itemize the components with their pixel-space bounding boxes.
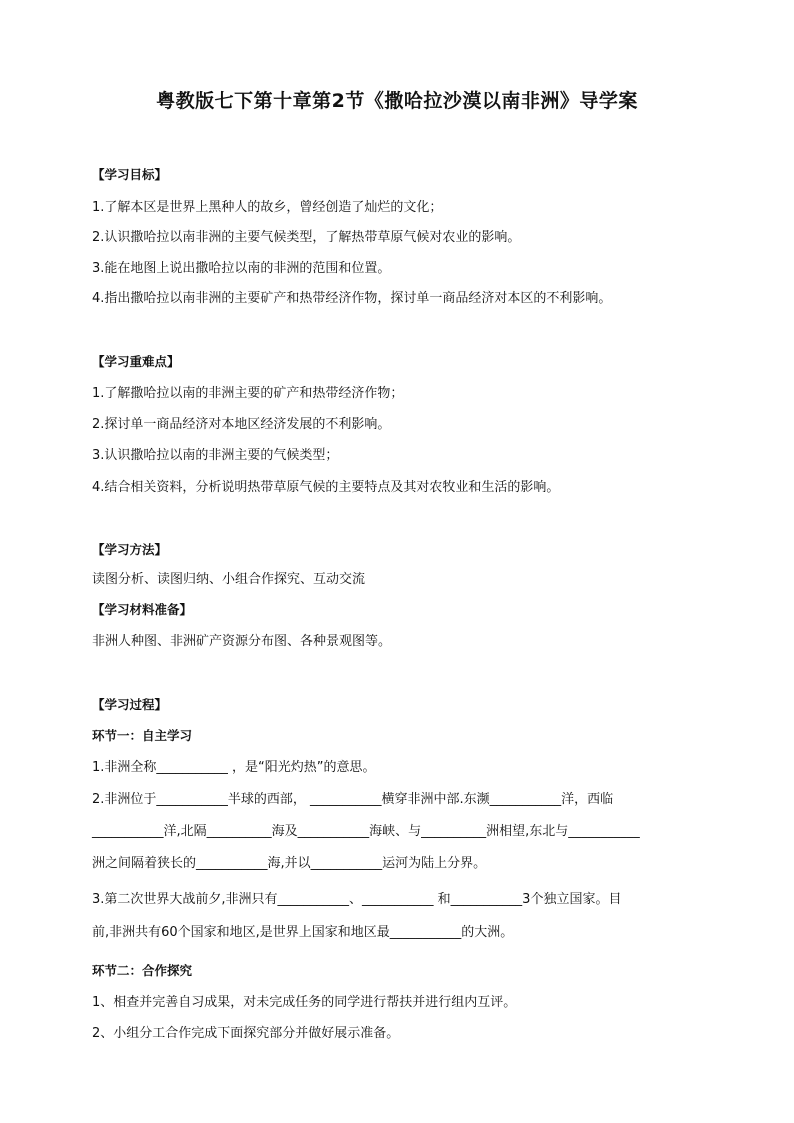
fill-blank-line-5: 3.第二次世界大战前夕,非洲只有___________、___________ 和___________3个独立国家。目	[92, 892, 622, 907]
key-point-item-2: 2.探讨单一商品经济对本地区经济发展的不利影响。	[92, 417, 391, 432]
fill-blank-line-4: 洲之间隔着狭长的___________海,并以___________运河为陆上分界。	[92, 856, 487, 871]
section2-line-2: 2、小组分工合作完成下面探究部分并做好展示准备。	[92, 1026, 400, 1041]
goal-item-2: 2.认识撒哈拉以南非洲的主要气候类型，了解热带草原气候对农业的影响。	[92, 230, 521, 245]
fill-blank-line-3: ___________洋,北隔__________海及___________海峡、与__________洲相望,东北与___________	[92, 824, 640, 839]
goal-item-1: 1.了解本区是世界上黑种人的故乡，曾经创造了灿烂的文化；	[92, 200, 443, 215]
fill-blank-line-2: 2.非洲位于___________半球的西部， ___________横穿非洲中部.东濒___________洋，西临	[92, 792, 614, 807]
goal-item-3: 3.能在地图上说出撒哈拉以南的非洲的范围和位置。	[92, 261, 391, 276]
fill-blank-line-6: 前,非洲共有60个国家和地区,是世界上国家和地区最___________的大洲。	[92, 925, 514, 940]
section2-heading: 环节二：合作探究	[92, 963, 193, 978]
process-heading: 【学习过程】	[92, 697, 168, 712]
key-point-item-3: 3.认识撒哈拉以南的非洲主要的气候类型；	[92, 448, 339, 463]
fill-blank-line-1: 1.非洲全称___________ ，是“阳光灼热”的意思。	[92, 760, 376, 775]
section1-heading: 环节一：自主学习	[92, 728, 193, 743]
goal-item-4: 4.指出撒哈拉以南非洲的主要矿产和热带经济作物，探讨单一商品经济对本区的不利影响。	[92, 291, 612, 306]
methods-text: 读图分析、读图归纳、小组合作探究、互动交流	[92, 572, 366, 587]
methods-heading: 【学习方法】	[92, 542, 168, 557]
materials-heading: 【学习材料准备】	[92, 602, 193, 617]
key-points-heading: 【学习重难点】	[92, 354, 180, 369]
section2-line-1: 1、相查并完善自习成果，对未完成任务的同学进行帮扶并进行组内互评。	[92, 995, 517, 1010]
goals-heading: 【学习目标】	[92, 167, 168, 182]
key-point-item-1: 1.了解撒哈拉以南的非洲主要的矿产和热带经济作物；	[92, 386, 404, 401]
document-title: 粤教版七下第十章第2节《撒哈拉沙漠以南非洲》导学案	[156, 90, 638, 112]
materials-text: 非洲人种图、非洲矿产资源分布图、各种景观图等。	[92, 634, 392, 649]
key-point-item-4: 4.结合相关资料，分析说明热带草原气候的主要特点及其对农牧业和生活的影响。	[92, 480, 560, 495]
